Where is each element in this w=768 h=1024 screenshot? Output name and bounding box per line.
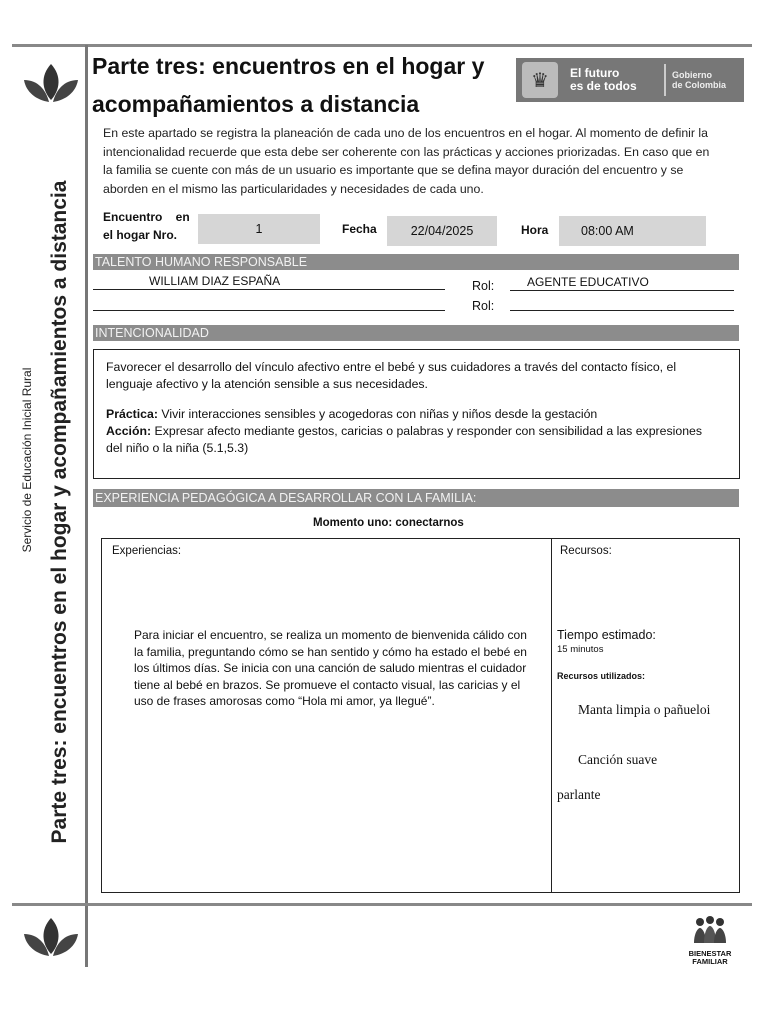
meeting-number-label [103, 208, 190, 244]
talent-header: TALENTO HUMANO RESPONSABLE [93, 254, 739, 270]
title-line-2: acompañamientos a distancia [92, 91, 420, 117]
experience-header: EXPERIENCIA PEDAGÓGICA A DESARROLLAR CON LA FAMILIA: [93, 489, 739, 507]
logo-slogan-line-2: es de todos [570, 79, 637, 93]
time-estimate-label: Tiempo estimado: [557, 628, 656, 642]
time-field[interactable]: 08:00 AM [559, 216, 706, 246]
role-field-1[interactable]: AGENTE EDUCATIVO [510, 274, 734, 291]
intention-box [93, 349, 740, 479]
person-field-1[interactable]: WILLIAM DIAZ ESPAÑA [93, 272, 445, 290]
experience-text: Para iniciar el encuentro, se realiza un momento de bienvenida cálido con la familia, preguntando cómo se han sentido y cómo ha estado el bebé en los últimos días. Se inicia con una canción de saludo mientras el cuidador tiene al bebé en brazos. Se promueve el contacto visual, las caricias y el uso de frases amorosas como “Hola mi amor, ya llegué”. [134, 628, 527, 708]
logo-slogan [570, 67, 658, 93]
leaf-logo-top-icon [22, 60, 80, 104]
time-label: Hora [521, 223, 549, 237]
bienestar-logo [684, 915, 736, 966]
resource-item-2: Canción suave [578, 752, 658, 767]
action-label: Acción: [106, 424, 152, 438]
experience-table [101, 538, 740, 893]
logo-gov-line-1: Gobierno [672, 70, 712, 80]
meeting-number-field[interactable]: 1 [198, 214, 320, 244]
role-label-1: Rol: [472, 279, 495, 293]
meeting-label-line-2: el hogar Nro. [103, 228, 178, 242]
bienestar-line-2: FAMILIAR [692, 957, 728, 966]
meeting-label-line-1: Encuentro en [103, 210, 190, 224]
logo-slogan-line-1: El futuro [570, 66, 620, 80]
resources-label: Recursos: [560, 545, 612, 557]
person-field-2[interactable] [93, 294, 445, 311]
role-label-2: Rol: [472, 299, 495, 313]
table-divider [551, 539, 552, 892]
practice-text: Vivir interacciones sensibles y acogedoras con niñas y niños desde la gestación [157, 407, 598, 421]
government-logo [516, 58, 744, 102]
intention-text: Favorecer el desarrollo del vínculo afectivo entre el bebé y sus cuidadores a través del contacto físico, el lenguaje afectivo y la atención sensible a sus necesidades. [106, 360, 677, 391]
leaf-logo-bottom-icon [22, 914, 80, 958]
bienestar-line-1: BIENESTAR [688, 949, 732, 958]
time-estimate-value: 15 minutos [557, 644, 604, 655]
side-rule [85, 45, 88, 967]
moment-title: Momento uno: conectarnos [313, 517, 464, 529]
action-text: Expresar afecto mediante gestos, caricias o palabras y responder con sensibilidad a las expresiones del niño o la niña (5.1,5.3) [106, 424, 703, 455]
date-field[interactable]: 22/04/2025 [387, 216, 497, 246]
vertical-title: Parte tres: encuentros en el hogar y acompañamientos a distancia [48, 180, 71, 844]
family-icon [688, 915, 732, 945]
date-label: Fecha [342, 222, 377, 236]
role-field-2[interactable] [510, 294, 734, 311]
action-line [106, 423, 718, 456]
title-line-1: Parte tres: encuentros en el hogar y [92, 53, 485, 79]
service-name: Servicio de Educación Inicial Rural [20, 367, 34, 553]
coat-of-arms-icon: ♛ [522, 62, 558, 98]
experiences-label: Experiencias: [112, 545, 182, 557]
resources-used-label: Recursos utilizados: [557, 671, 646, 681]
intro-paragraph: En este apartado se registra la planeación de cada uno de los encuentros en el hogar. Al momento de definir la intencionalidad recuerde que esta debe ser coherente con las prácticas y acciones priorizadas. En caso que en la familia se cuente con más de un usuario es importante que se defina mayor duración del encuentro y se aborden en el mismo las particularidades y necesidades de cada uno. [103, 126, 710, 196]
resource-item-3: parlante [557, 787, 601, 802]
logo-government [672, 70, 726, 90]
page-title [92, 47, 484, 123]
practice-line [106, 406, 718, 423]
logo-gov-line-2: de Colombia [672, 80, 727, 90]
bottom-rule [12, 903, 752, 906]
logo-divider [664, 64, 666, 96]
practice-label: Práctica: [106, 407, 158, 421]
resource-item-1: Manta limpia o pañueloi [578, 702, 711, 717]
intention-header: INTENCIONALIDAD [93, 325, 739, 341]
